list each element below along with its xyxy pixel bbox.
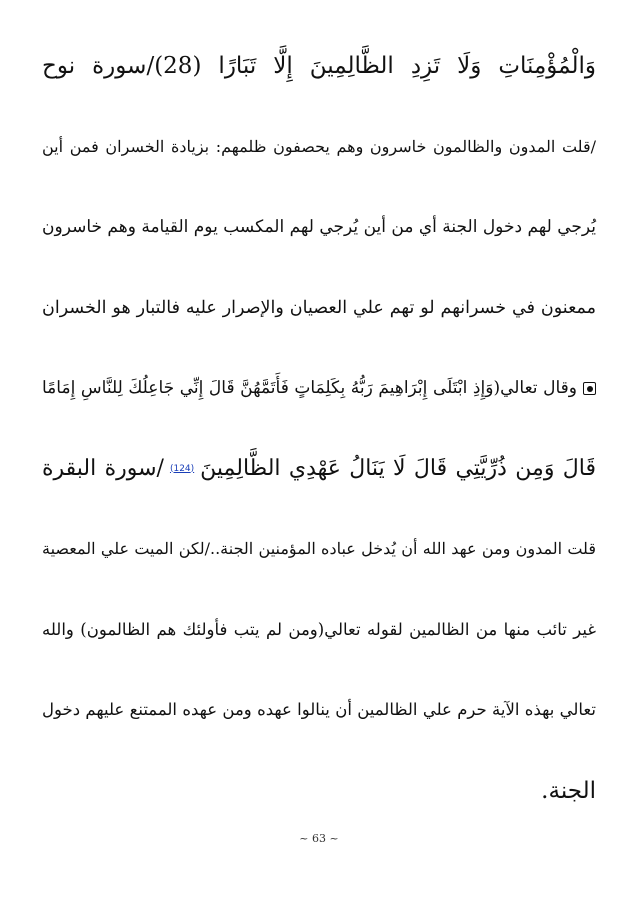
section-marker-icon bbox=[583, 382, 596, 395]
line-text: غير تائب منها من الظالمين لقوله تعالي(ومن لم يتب فأولئك هم الظالمون) والله bbox=[42, 619, 596, 639]
line-text: الجنة. bbox=[541, 777, 596, 804]
line-text: وَالْمُؤْمِنَاتِ وَلَا تَزِدِ الظَّالِمِينَ إِلَّا تَبَارًا (28)/سورة نوح bbox=[42, 53, 596, 79]
text-line bbox=[42, 527, 596, 608]
text-line bbox=[42, 366, 596, 447]
line-text: ممعنون في خسرانهم لو تهم علي العصيان والإصرار عليه فالتبار هو الخسران bbox=[42, 297, 596, 318]
text-line bbox=[42, 205, 596, 286]
text-line bbox=[42, 688, 596, 769]
text-line bbox=[42, 286, 596, 367]
text-line bbox=[42, 447, 596, 528]
text-line bbox=[42, 125, 596, 206]
line-text: /سورة البقرة bbox=[42, 455, 164, 481]
text-line bbox=[42, 44, 596, 125]
line-text: /قلت المدون والظالمون خاسرون وهم يحصفون ظلمهم: بزيادة الخسران فمن أين bbox=[42, 136, 596, 156]
line-text: قلت المدون ومن عهد الله أن يُدخل عباده المؤمنين الجنة../لكن الميت علي المعصية bbox=[42, 539, 596, 558]
body-text bbox=[42, 44, 596, 849]
verse-reference-link[interactable]: (124) bbox=[169, 463, 195, 474]
line-text: وقال تعالي(وَإِذِ ابْتَلَى إِبْرَاهِيمَ رَبُّهُ بِكَلِمَاتٍ فَأَتَمَّهُنَّ قَالَ إِنِّي جَاعِلُكَ لِلنَّاسِ إِمَامًا bbox=[42, 378, 577, 398]
line-text: قَالَ وَمِن ذُرِّيَّتِي قَالَ لَا يَنَالُ عَهْدِي الظَّالِمِينَ bbox=[200, 455, 596, 481]
line-text: تعالي بهذه الآية حرم علي الظالمين أن ينالوا عهده ومن عهده الممتنع عليهم دخول bbox=[42, 700, 596, 719]
text-line bbox=[42, 608, 596, 689]
line-text: يُرجي لهم دخول الجنة أي من أين يُرجي لهم المكسب يوم القيامة وهم خاسرون bbox=[42, 217, 596, 237]
page-number: ~ 63 ~ bbox=[299, 832, 339, 845]
